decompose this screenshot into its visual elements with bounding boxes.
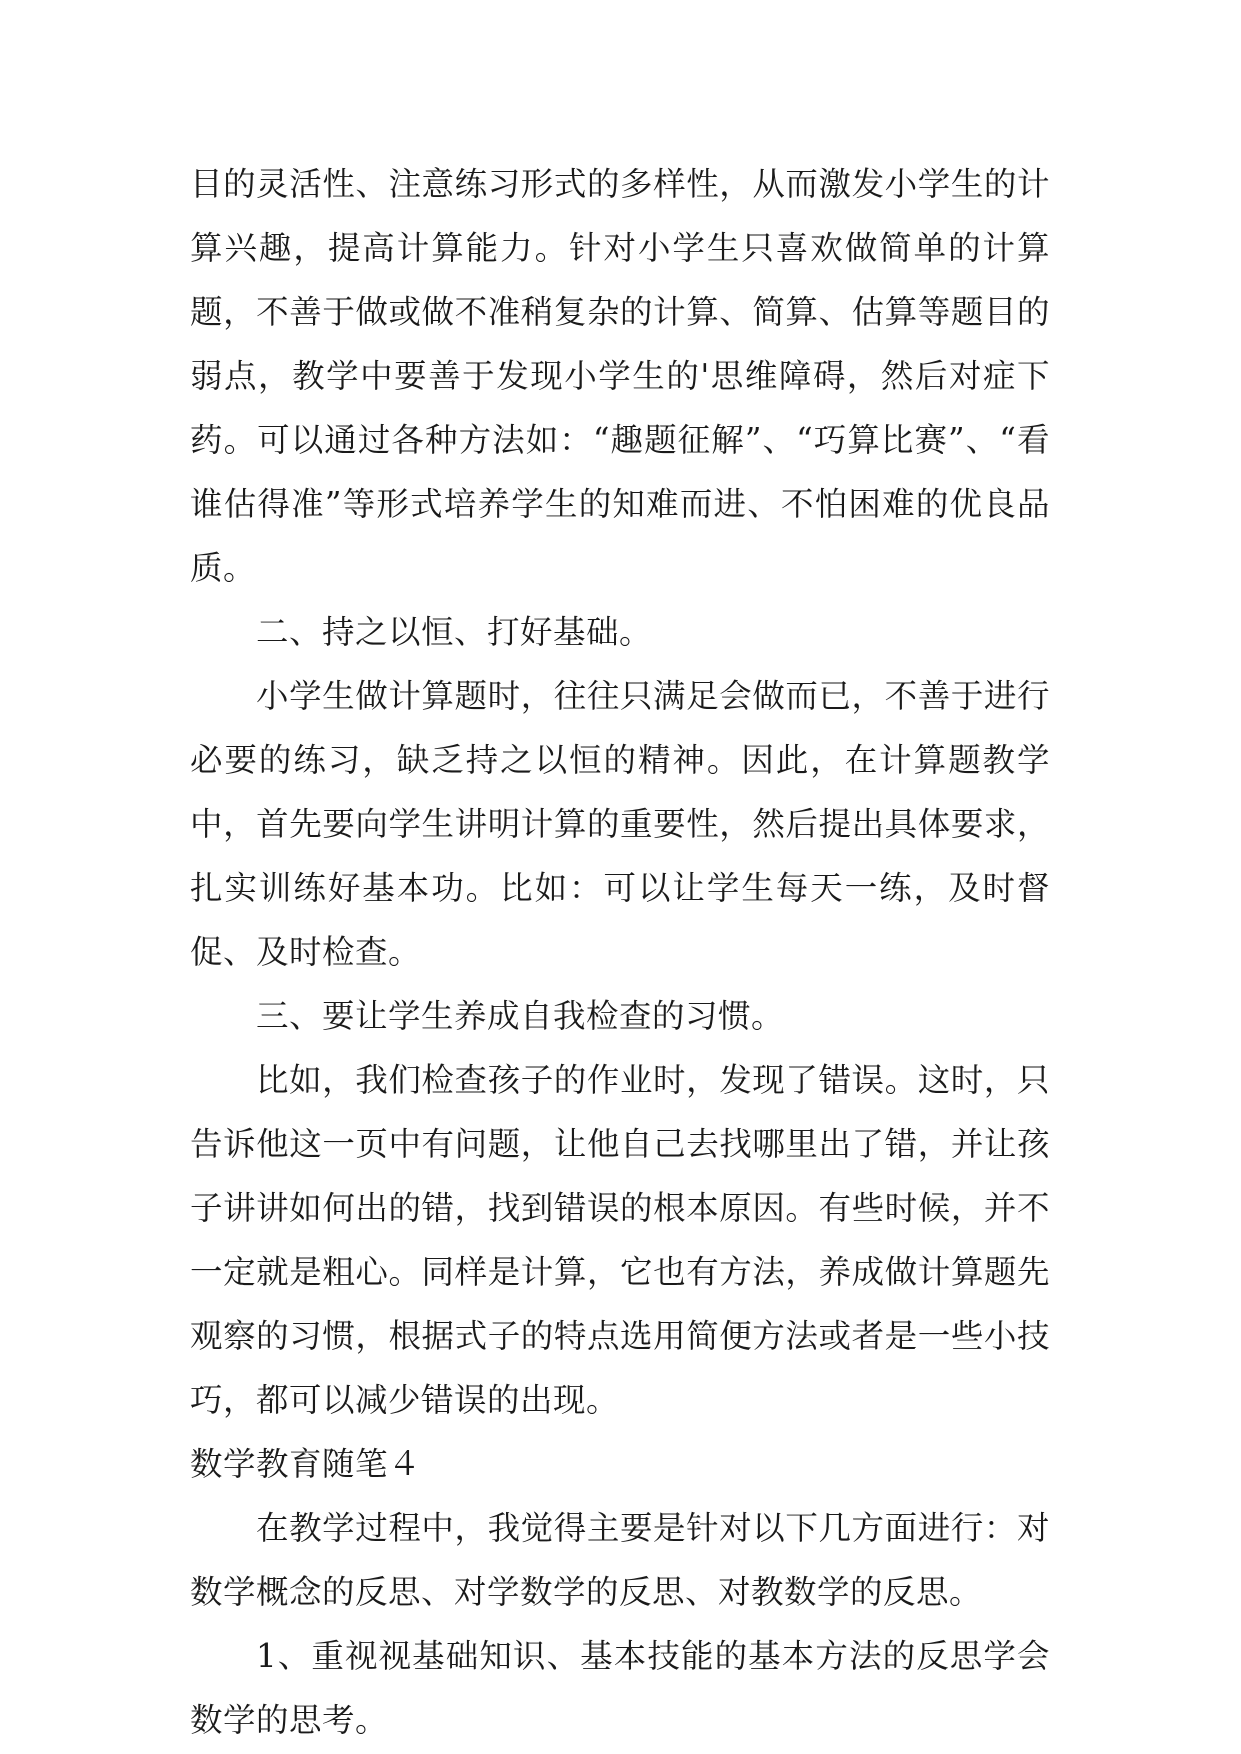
section-heading-two: 二、持之以恒、打好基础。 xyxy=(256,613,653,651)
article-title: 数学教育随笔４ xyxy=(190,1445,422,1483)
paragraph: 目的灵活性、注意练习形式的多样性，从而激发小学生的计算兴趣，提高计算能力。针对小学生只喜欢做简单的计算题，不善于做或做不准稍复杂的计算、简算、估算等题目的弱点，教学中要善于发现小学生的'思维障碍，然后对症下药。可以通过各种方法如：“趣题征解”、“巧算比赛”、“看谁估得准”等形式培养学生的知难而进、不怕困难的优良品质。 xyxy=(190,165,1050,587)
document-body xyxy=(190,152,1050,1752)
section-heading-three: 三、要让学生养成自我检查的习惯。 xyxy=(256,997,785,1035)
paragraph: 小学生做计算题时，往往只满足会做而已，不善于进行必要的练习，缺乏持之以恒的精神。因此，在计算题教学中，首先要向学生讲明计算的重要性，然后提出具体要求，扎实训练好基本功。比如：可以让学生每天一练，及时督促、及时检查。 xyxy=(190,677,1050,971)
paragraph: 比如，我们检查孩子的作业时，发现了错误。这时，只告诉他这一页中有问题，让他自己去找哪里出了错，并让孩子讲讲如何出的错，找到错误的根本原因。有些时候，并不一定就是粗心。同样是计算，它也有方法，养成做计算题先观察的习惯，根据式子的特点选用简便方法或者是一些小技巧，都可以减少错误的出现。 xyxy=(190,1061,1050,1419)
paragraph: 在教学过程中，我觉得主要是针对以下几方面进行：对数学概念的反思、对学数学的反思、对教数学的反思。 xyxy=(190,1509,1050,1611)
paragraph: 1、重视视基础知识、基本技能的基本方法的反思学会数学的思考。 xyxy=(190,1637,1050,1739)
